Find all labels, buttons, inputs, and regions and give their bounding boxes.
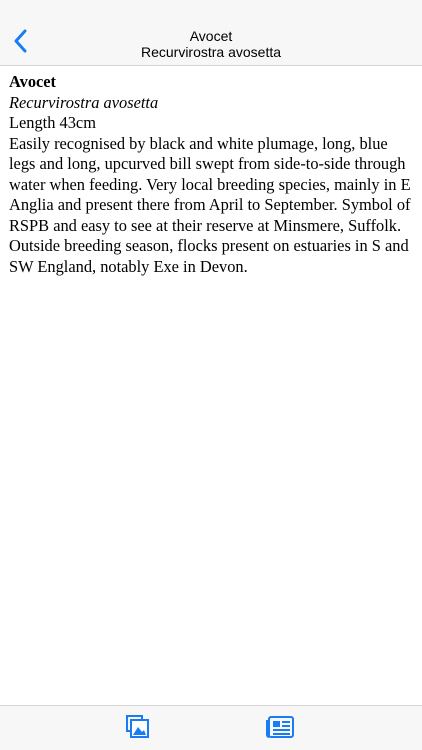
nav-title-group bbox=[60, 28, 362, 60]
species-entry bbox=[9, 72, 416, 277]
species-latin-name: Recurvirostra avosetta bbox=[9, 92, 159, 112]
navigation-bar bbox=[0, 0, 422, 66]
chevron-left-icon bbox=[14, 29, 28, 58]
species-name: Avocet bbox=[9, 72, 57, 91]
back-button[interactable] bbox=[6, 27, 36, 59]
article-button[interactable] bbox=[265, 715, 295, 743]
nav-title: Avocet bbox=[189, 28, 233, 44]
nav-subtitle: Recurvirostra avosetta bbox=[140, 44, 282, 60]
photo-gallery-icon bbox=[125, 714, 151, 745]
article-icon bbox=[265, 715, 295, 744]
bottom-toolbar bbox=[0, 705, 422, 750]
gallery-button[interactable] bbox=[123, 715, 153, 743]
species-length: Length 43cm bbox=[9, 113, 96, 132]
species-description: Easily recognised by black and white plumage, long, blue legs and long, upcurved bill swept from side-to-side through water when feeding. Very local breeding species, mainly in E Anglia and present there from April to September. Symbol of RSPB and easy to see at their reserve at Minsmere, Suffolk. Outside breeding season, flocks present on estuaries in S and SW England, notably Exe in Devon. bbox=[9, 133, 411, 276]
